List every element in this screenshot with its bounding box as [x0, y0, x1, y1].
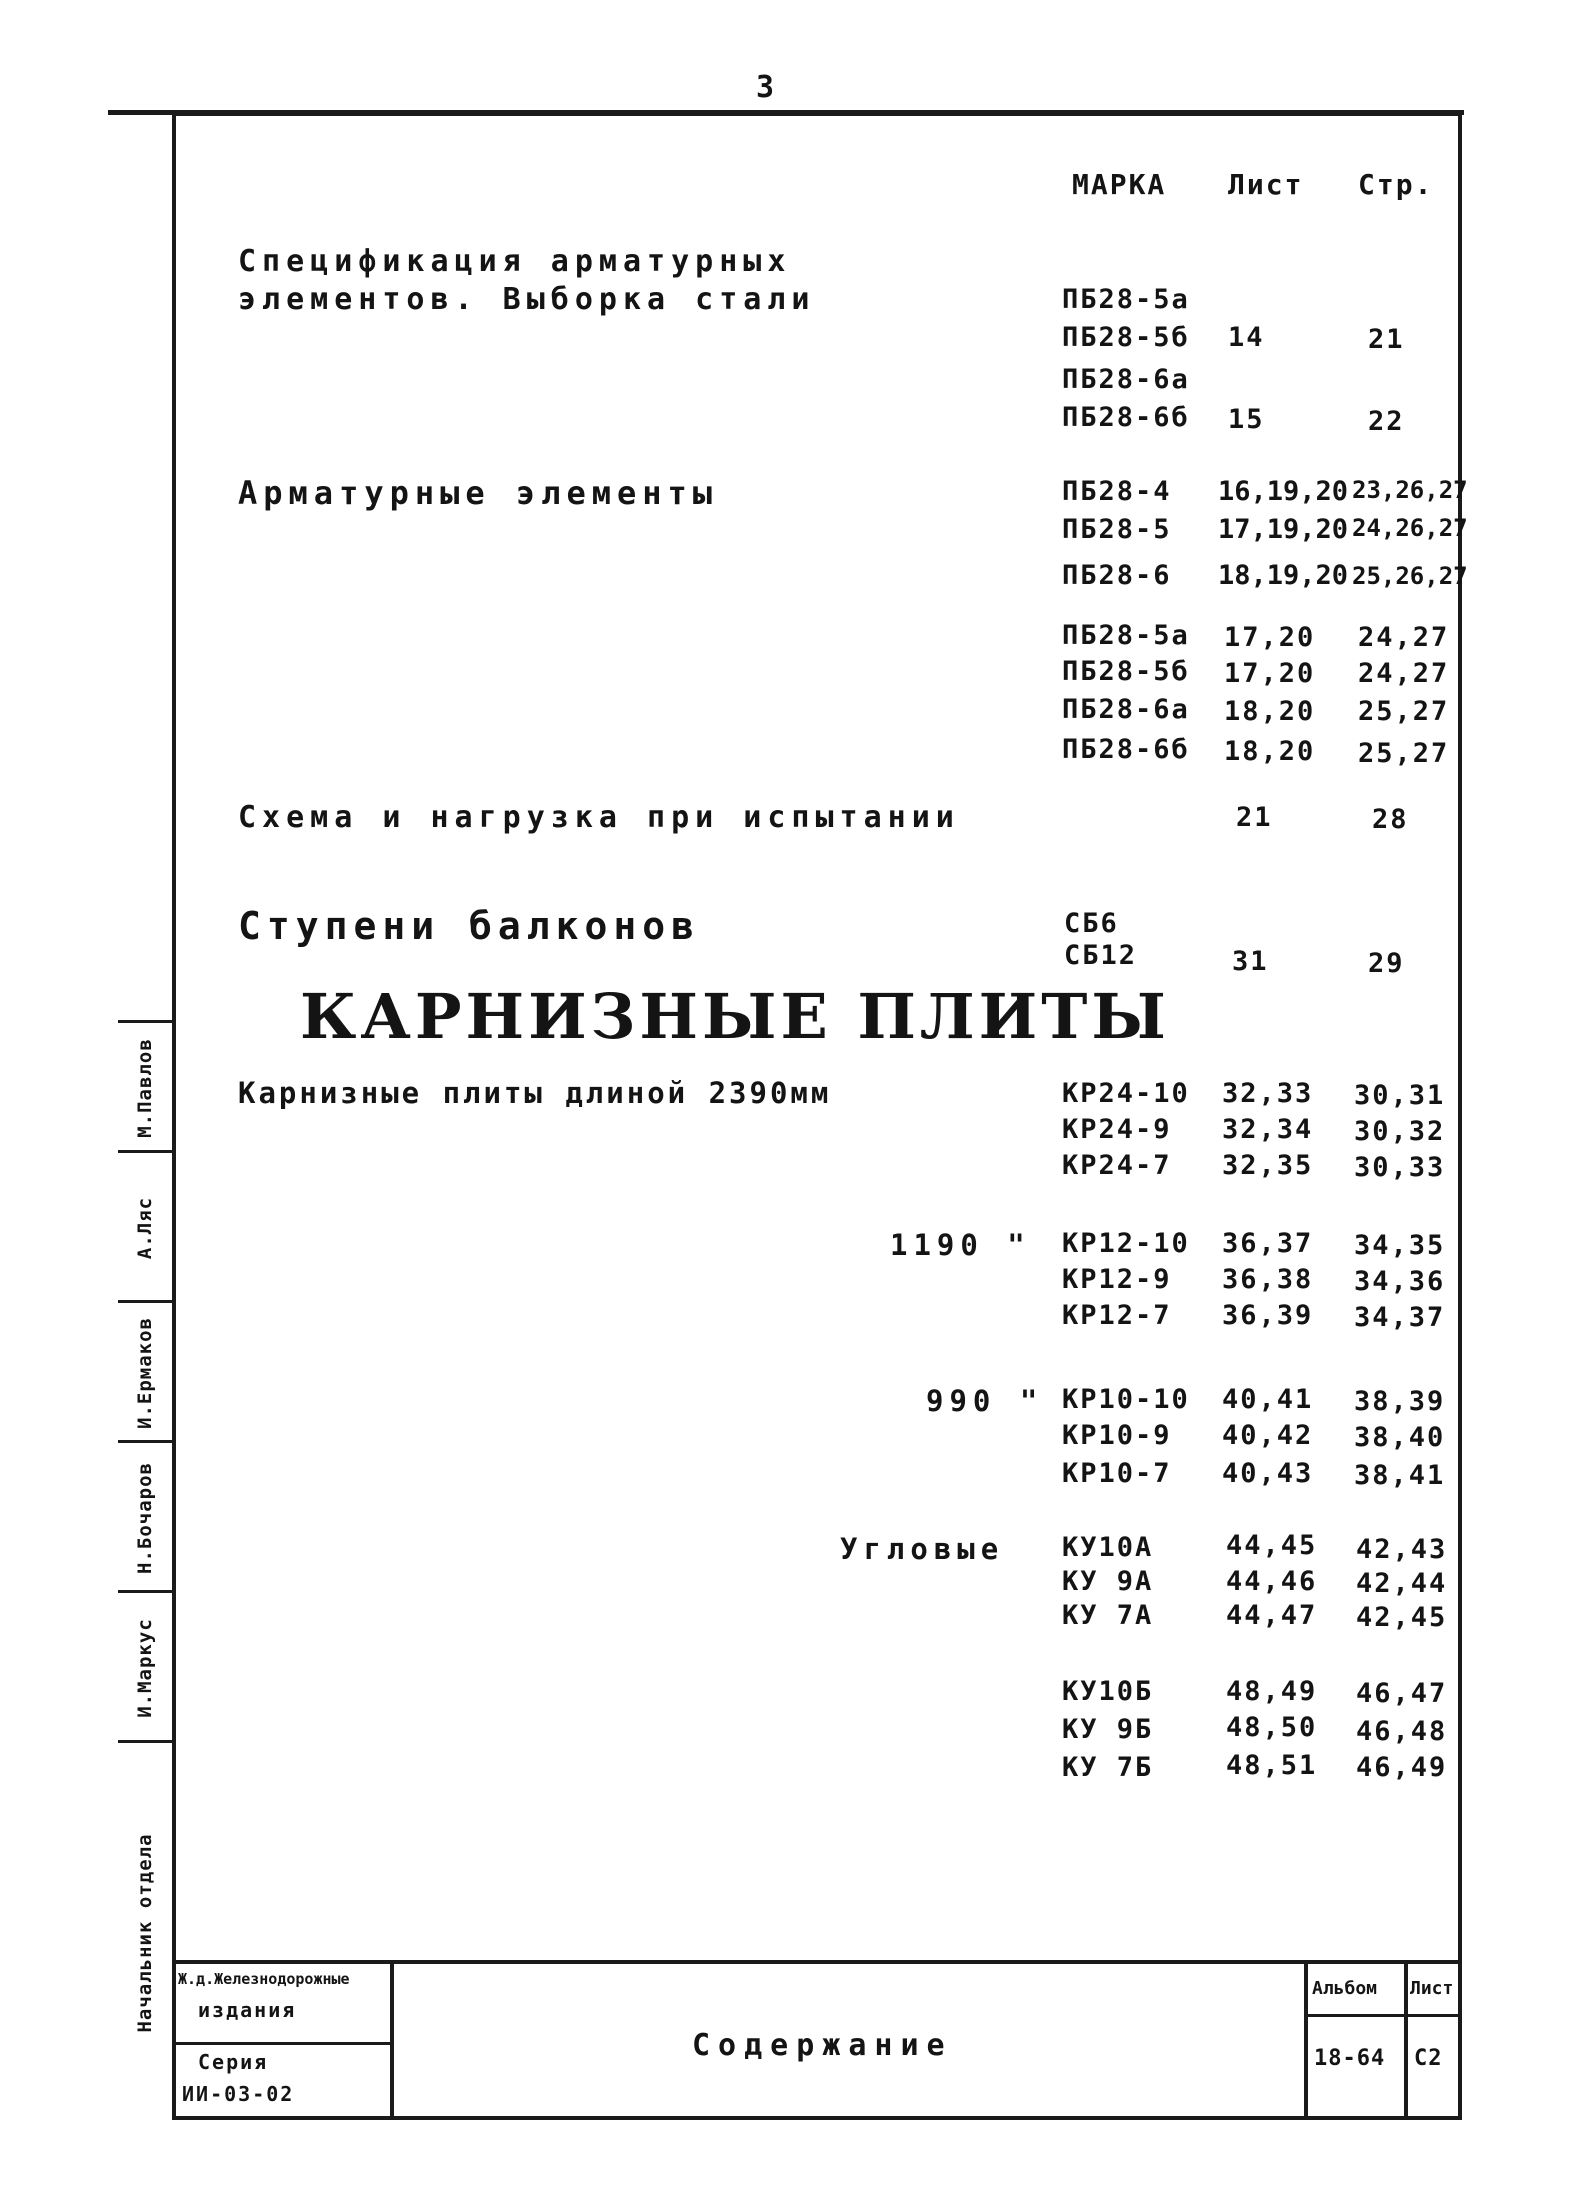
row-mark: ПБ28-4 [1062, 476, 1172, 507]
row-mark: КУ 9А [1062, 1566, 1154, 1597]
signature-cell [118, 1590, 172, 1743]
divider [172, 2042, 390, 2045]
row-mark: КР12-7 [1062, 1300, 1172, 1331]
row-mark: КУ 7А [1062, 1600, 1154, 1631]
section-spec-line2: элементов. Выборка стали [238, 282, 816, 317]
row-sheet: 21 [1236, 802, 1273, 833]
row-mark: КР12-9 [1062, 1264, 1172, 1295]
label-990: 990 " [926, 1384, 1044, 1418]
row-mark: КР24-9 [1062, 1114, 1172, 1145]
row-sheet: 48,51 [1226, 1750, 1318, 1781]
section-steps: Ступени балконов [238, 904, 701, 948]
row-page: 46,49 [1356, 1752, 1448, 1783]
row-sheet: 32,35 [1222, 1150, 1314, 1181]
row-sheet: 48,49 [1226, 1676, 1318, 1707]
row-sheet: 44,45 [1226, 1530, 1318, 1561]
signature-name: И.Ермаков [134, 1317, 156, 1429]
row-mark: СБ12 [1064, 940, 1138, 971]
row-page: 38,41 [1354, 1460, 1446, 1491]
signature-name: И.Маркус [134, 1618, 156, 1718]
row-mark: КР24-10 [1062, 1078, 1190, 1109]
row-page: 34,35 [1354, 1230, 1446, 1261]
row-page: 21 [1368, 324, 1405, 355]
row-mark: ПБ28-6а [1062, 364, 1190, 395]
row-page: 25,27 [1358, 696, 1450, 727]
series-value: ИИ-03-02 [182, 2082, 295, 2106]
row-sheet: 44,47 [1226, 1600, 1318, 1631]
row-sheet: 44,46 [1226, 1566, 1318, 1597]
section-test: Схема и нагрузка при испытании [238, 800, 960, 835]
signature-strip [118, 1020, 175, 2120]
row-page: 42,45 [1356, 1602, 1448, 1633]
row-sheet: 31 [1232, 946, 1269, 977]
row-mark: ПБ28-5б [1062, 656, 1190, 687]
label-1190: 1190 " [890, 1228, 1031, 1262]
row-sheet: 16,19,20 [1218, 476, 1349, 507]
row-mark: КУ 7Б [1062, 1752, 1154, 1783]
row-mark: ПБ28-6а [1062, 694, 1190, 725]
signature-name: Н.Бочаров [134, 1462, 156, 1574]
divider [1304, 2014, 1462, 2017]
row-page: 46,48 [1356, 1716, 1448, 1747]
row-page: 30,32 [1354, 1116, 1446, 1147]
row-sheet: 40,43 [1222, 1458, 1314, 1489]
row-page: 42,43 [1356, 1534, 1448, 1565]
album-label: Альбом [1312, 1978, 1378, 1999]
sheet-value: С2 [1414, 2046, 1443, 2071]
signature-cell [118, 1150, 172, 1303]
row-page: 24,26,27 [1352, 514, 1468, 542]
row-mark: КР10-9 [1062, 1420, 1172, 1451]
sheet-label: Лист [1410, 1978, 1454, 1999]
signature-cell [118, 1740, 172, 2123]
title-block [172, 1960, 1462, 2120]
row-sheet: 14 [1228, 322, 1265, 353]
publisher-cell [172, 1964, 394, 2120]
label-corner: Угловые [840, 1532, 1005, 1566]
row-mark: ПБ28-5б [1062, 322, 1190, 353]
row-page: 24,27 [1358, 658, 1450, 689]
signature-cell [118, 1440, 172, 1593]
row-sheet: 18,20 [1224, 736, 1316, 767]
signature-name: А.Ляс [134, 1196, 156, 1260]
row-page: 30,33 [1354, 1152, 1446, 1183]
row-page: 22 [1368, 406, 1405, 437]
row-sheet: 17,19,20 [1218, 514, 1349, 545]
section-rebar: Арматурные элементы [238, 474, 719, 512]
document-title: Содержание [692, 2028, 953, 2063]
row-mark: ПБ28-5 [1062, 514, 1172, 545]
series-label: Серия [198, 2050, 269, 2074]
signature-cell [118, 1020, 172, 1153]
header-sheet: Лист [1228, 168, 1304, 201]
row-page: 46,47 [1356, 1678, 1448, 1709]
header-mark: МАРКА [1072, 168, 1167, 201]
row-page: 24,27 [1358, 622, 1450, 653]
header-page: Стр. [1358, 168, 1434, 201]
row-page: 23,26,27 [1352, 476, 1468, 504]
row-mark: КР10-7 [1062, 1458, 1172, 1489]
row-mark: КР12-10 [1062, 1228, 1190, 1259]
row-sheet: 17,20 [1224, 658, 1316, 689]
row-page: 42,44 [1356, 1568, 1448, 1599]
row-page: 34,36 [1354, 1266, 1446, 1297]
section-cornice-2390: Карнизные плиты длиной 2390мм [238, 1076, 832, 1110]
row-sheet: 32,34 [1222, 1114, 1314, 1145]
section-spec-line1: Спецификация арматурных [238, 244, 792, 279]
signature-name: Начальник отдела [134, 1833, 156, 2033]
row-sheet: 18,20 [1224, 696, 1316, 727]
row-sheet: 15 [1228, 404, 1265, 435]
row-page: 28 [1372, 804, 1409, 835]
row-page: 25,27 [1358, 738, 1450, 769]
signature-name: М.Павлов [134, 1038, 156, 1138]
row-mark: КР24-7 [1062, 1150, 1172, 1181]
row-mark: КР10-10 [1062, 1384, 1190, 1415]
row-mark: СБ6 [1064, 908, 1119, 939]
row-mark: ПБ28-5а [1062, 284, 1190, 315]
row-page: 29 [1368, 948, 1405, 979]
row-mark: КУ10А [1062, 1532, 1154, 1563]
row-sheet: 48,50 [1226, 1712, 1318, 1743]
page-number: 3 [756, 70, 777, 105]
row-sheet: 32,33 [1222, 1078, 1314, 1109]
row-sheet: 17,20 [1224, 622, 1316, 653]
row-page: 25,26,27 [1352, 562, 1468, 590]
row-sheet: 40,41 [1222, 1384, 1314, 1415]
row-mark: ПБ28-6б [1062, 402, 1190, 433]
row-mark: КУ 9Б [1062, 1714, 1154, 1745]
album-value: 18-64 [1314, 2046, 1386, 2071]
row-mark: КУ10Б [1062, 1676, 1154, 1707]
row-sheet: 36,37 [1222, 1228, 1314, 1259]
row-mark: ПБ28-6 [1062, 560, 1172, 591]
row-page: 38,39 [1354, 1386, 1446, 1417]
row-sheet: 18,19,20 [1218, 560, 1349, 591]
row-mark: ПБ28-5а [1062, 620, 1190, 651]
publisher-line2: издания [198, 1998, 297, 2022]
row-page: 34,37 [1354, 1302, 1446, 1333]
row-sheet: 36,38 [1222, 1264, 1314, 1295]
row-sheet: 36,39 [1222, 1300, 1314, 1331]
publisher-line1: Ж.д.Железнодорожные [178, 1970, 350, 1988]
cornice-heading: КАРНИЗНЫЕ ПЛИТЫ [300, 980, 1170, 1053]
row-sheet: 40,42 [1222, 1420, 1314, 1451]
row-page: 38,40 [1354, 1422, 1446, 1453]
row-page: 30,31 [1354, 1080, 1446, 1111]
row-mark: ПБ28-6б [1062, 734, 1190, 765]
signature-cell [118, 1300, 172, 1443]
